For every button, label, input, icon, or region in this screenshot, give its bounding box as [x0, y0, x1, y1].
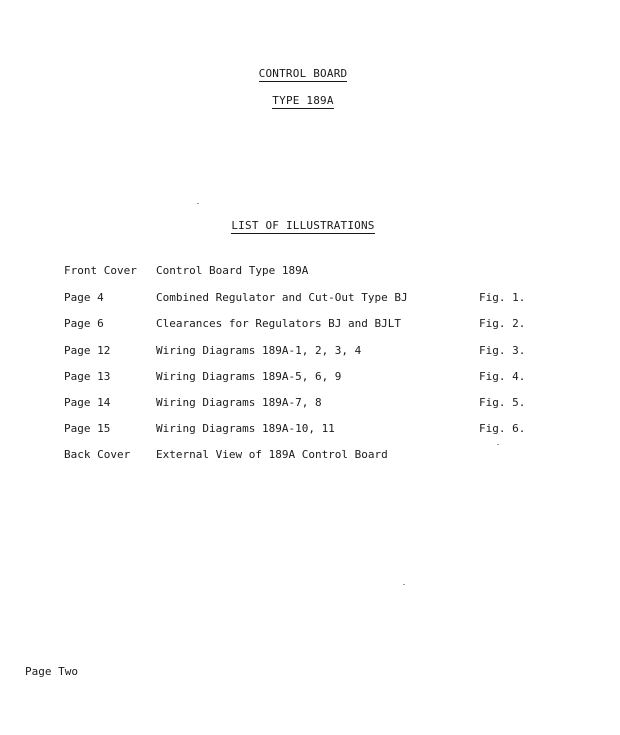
illustration-location: Page 12 — [64, 344, 111, 357]
illustration-location: Page 13 — [64, 370, 111, 383]
document-subtitle — [0, 94, 606, 109]
illustration-description: Wiring Diagrams 189A-5, 6, 9 — [156, 370, 342, 383]
illustration-location: Page 4 — [64, 291, 104, 304]
illustration-figure: Fig. 5. — [479, 396, 526, 409]
paper-speck — [197, 203, 199, 204]
list-item — [0, 448, 620, 462]
list-item — [0, 370, 620, 384]
illustration-description: Wiring Diagrams 189A-10, 11 — [156, 422, 335, 435]
illustration-location: Page 6 — [64, 317, 104, 330]
illustration-location: Page 15 — [64, 422, 111, 435]
page-footer: Page Two — [25, 665, 78, 678]
illustration-description: Wiring Diagrams 189A-7, 8 — [156, 396, 322, 409]
illustration-description: Combined Regulator and Cut-Out Type BJ — [156, 291, 408, 304]
illustration-figure: Fig. 6. — [479, 422, 526, 435]
illustration-figure: Fig. 2. — [479, 317, 526, 330]
illustration-figure: Fig. 4. — [479, 370, 526, 383]
illustration-location: Back Cover — [64, 448, 131, 461]
list-item — [0, 264, 620, 278]
document-title-text: CONTROL BOARD — [258, 67, 348, 80]
illustration-location: Front Cover — [64, 264, 137, 277]
list-item — [0, 344, 620, 358]
illustration-figure: Fig. 3. — [479, 344, 526, 357]
illustration-figure: Fig. 1. — [479, 291, 526, 304]
list-item — [0, 317, 620, 331]
paper-speck — [497, 444, 499, 445]
list-item — [0, 422, 620, 436]
document-title — [0, 67, 606, 82]
paper-speck — [403, 584, 405, 585]
list-item — [0, 291, 620, 305]
illustration-description: Control Board Type 189A — [156, 264, 309, 277]
illustration-description: Clearances for Regulators BJ and BJLT — [156, 317, 402, 330]
list-heading-text: LIST OF ILLUSTRATIONS — [231, 219, 375, 232]
illustration-description: External View of 189A Control Board — [156, 448, 388, 461]
illustration-description: Wiring Diagrams 189A-1, 2, 3, 4 — [156, 344, 362, 357]
illustration-location: Page 14 — [64, 396, 111, 409]
document-subtitle-text: TYPE 189A — [272, 94, 334, 107]
list-item — [0, 396, 620, 410]
list-of-illustrations-heading — [0, 219, 606, 234]
